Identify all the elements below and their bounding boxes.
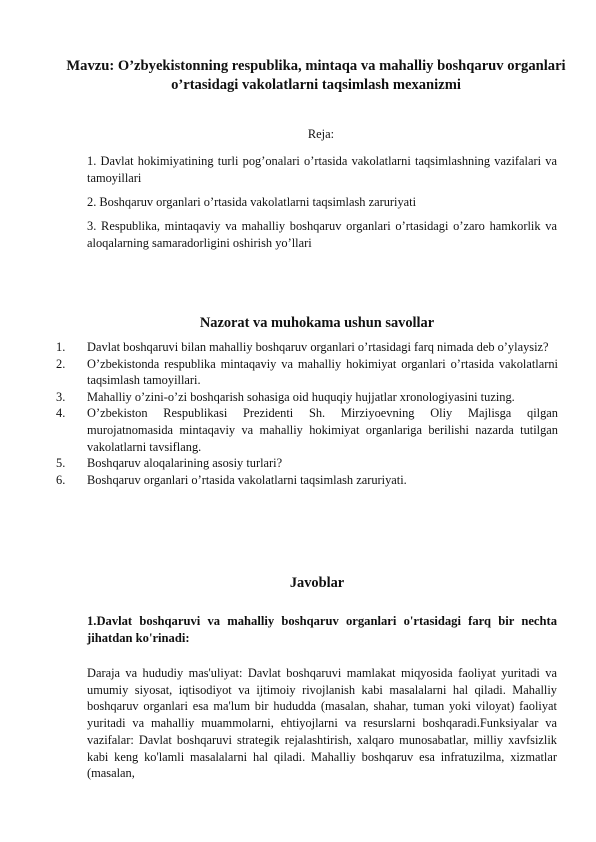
question-item [56, 455, 558, 472]
question-item [56, 472, 558, 489]
question-text: Boshqaruv aloqalarining asosiy turlari? [87, 456, 283, 471]
answers-heading: Javoblar [289, 575, 345, 591]
question-text: O’zbekistonda respublika mintaqaviy va mahalliy hokimiyat organlari o’rtasida vakolatlarni taqsimlash tamoyillari. [87, 356, 558, 388]
plan-heading: Reja: [307, 127, 335, 141]
question-number: 2. [56, 356, 66, 371]
document-title: Mavzu: O’zbyekistonning respublika, mintaqa va mahalliy boshqaruv organlari o’rtasidagi vakolatlarni taqsimlash mexanizmi [66, 58, 566, 93]
question-number: 1. [56, 340, 66, 354]
question-item [56, 389, 558, 406]
question-text: Davlat boshqaruvi bilan mahalliy boshqaruv organlari o’rtasidagi farq nimada deb o’ylaysiz? [87, 340, 549, 354]
answer-1-heading: 1.Davlat boshqaruvi va mahalliy boshqaruv organlari o'rtasidagi farq bir nechta jihatdan ko'rinadi: [87, 614, 557, 646]
plan-item-2: 2. Boshqaruv organlari o’rtasida vakolatlarni taqsimlash zaruriyati [87, 195, 417, 209]
question-number: 5. [56, 456, 66, 471]
plan-item-1: 1. Davlat hokimiyatining turli pog’onalari o’rtasida vakolatlarni taqsimlashning vazifalari va tamoyillari [87, 154, 557, 185]
answer-1-text: Daraja va hududiy mas'uliyat: Davlat boshqaruvi mamlakat miqyosida faoliyat yuritadi va umumiy siyosat, iqtisodiyot va ijtimoiy rivojlanish kabi masalalarni hal qiladi. Mahalliy boshqaruv organlari esa ma'lum bir hududda (masalan, shahar, tuman yoki viloyat) faoliyat yuritadi va mahalliy muammolarni, ehtiyojlarni va resurslarni boshqaradi.Funksiyalar va vazifalar: Davlat boshqaruvi strategik rejalashtirish, xalqaro munosabatlar, milliy xavfsizlik kabi keng ko'lamli masalalarni hal qiladi. Mahalliy boshqaruv esa infratuzilma, xizmatlar (masalan, [87, 666, 557, 781]
question-item [56, 356, 558, 389]
question-text: O’zbekiston Respublikasi Prezidenti Sh. Mirziyoevning Oliy Majlisga qilgan murojatnomasida mintaqaviy va mahalliy hokimiyat organlariga berilishi nazarda tutilgan vakolatlarni tavsiflang. [87, 406, 558, 454]
plan-item-3: 3. Respublika, mintaqaviy va mahalliy boshqaruv organlari o’rtasidagi o’zaro hamkorlik va aloqalarning samaradorligini oshirish yo’llari [87, 219, 557, 250]
question-number: 4. [56, 406, 66, 421]
question-number: 6. [56, 472, 66, 487]
question-number: 3. [56, 389, 66, 404]
question-item [56, 405, 558, 455]
question-text: Mahalliy o’zini-o’zi boshqarish sohasiga oid huquqiy hujjatlar xronologiyasini tuzing. [87, 389, 515, 404]
questions-list [56, 339, 558, 488]
question-text: Boshqaruv organlari o’rtasida vakolatlarni taqsimlash zaruriyati. [87, 472, 407, 487]
questions-heading: Nazorat va muhokama ushun savollar [199, 315, 435, 331]
question-item [56, 339, 558, 356]
